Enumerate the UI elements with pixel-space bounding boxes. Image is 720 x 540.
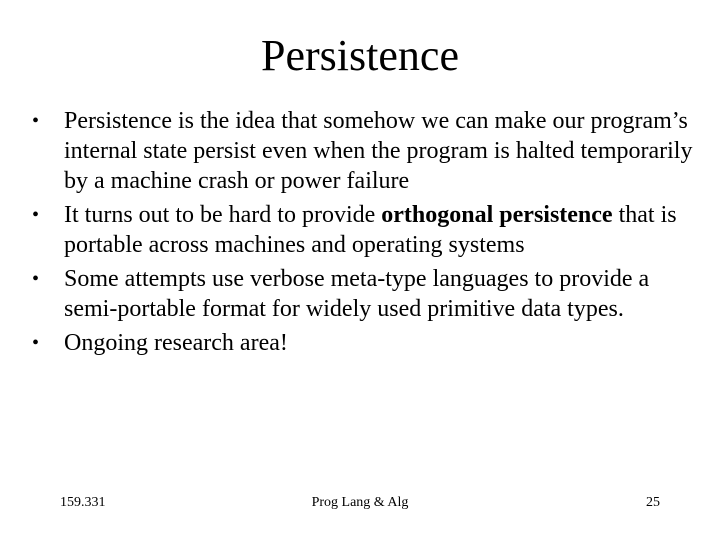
bullet-text: Ongoing research area! xyxy=(64,330,288,356)
bullet-item-1 xyxy=(30,106,700,196)
bullet-glyph: • xyxy=(32,268,40,290)
bullet-bold-term: orthogonal persistence xyxy=(381,202,613,228)
bullet-list xyxy=(30,106,700,362)
footer-course-name: Prog Lang & Alg xyxy=(311,495,409,510)
footer-page-number: 25 xyxy=(646,495,660,510)
bullet-text: Persistence is the idea that somehow we can make our program’s internal state persist even when the program is halted temporarily by a machine crash or power failure xyxy=(64,108,693,194)
bullet-glyph: • xyxy=(32,204,40,226)
bullet-item-4 xyxy=(30,328,700,358)
slide-title: Persistence xyxy=(261,31,459,80)
bullet-glyph: • xyxy=(32,332,40,354)
bullet-text-post: that is portable across machines and operating systems xyxy=(64,202,677,258)
bullet-glyph: • xyxy=(32,110,40,132)
bullet-item-3 xyxy=(30,264,700,324)
bullet-text-pre: It turns out to be hard to provide xyxy=(64,202,382,228)
bullet-text: Some attempts use verbose meta-type languages to provide a semi-portable format for widely used primitive data types. xyxy=(64,266,650,322)
bullet-item-2 xyxy=(30,200,700,260)
footer-course-code: 159.331 xyxy=(60,495,106,510)
